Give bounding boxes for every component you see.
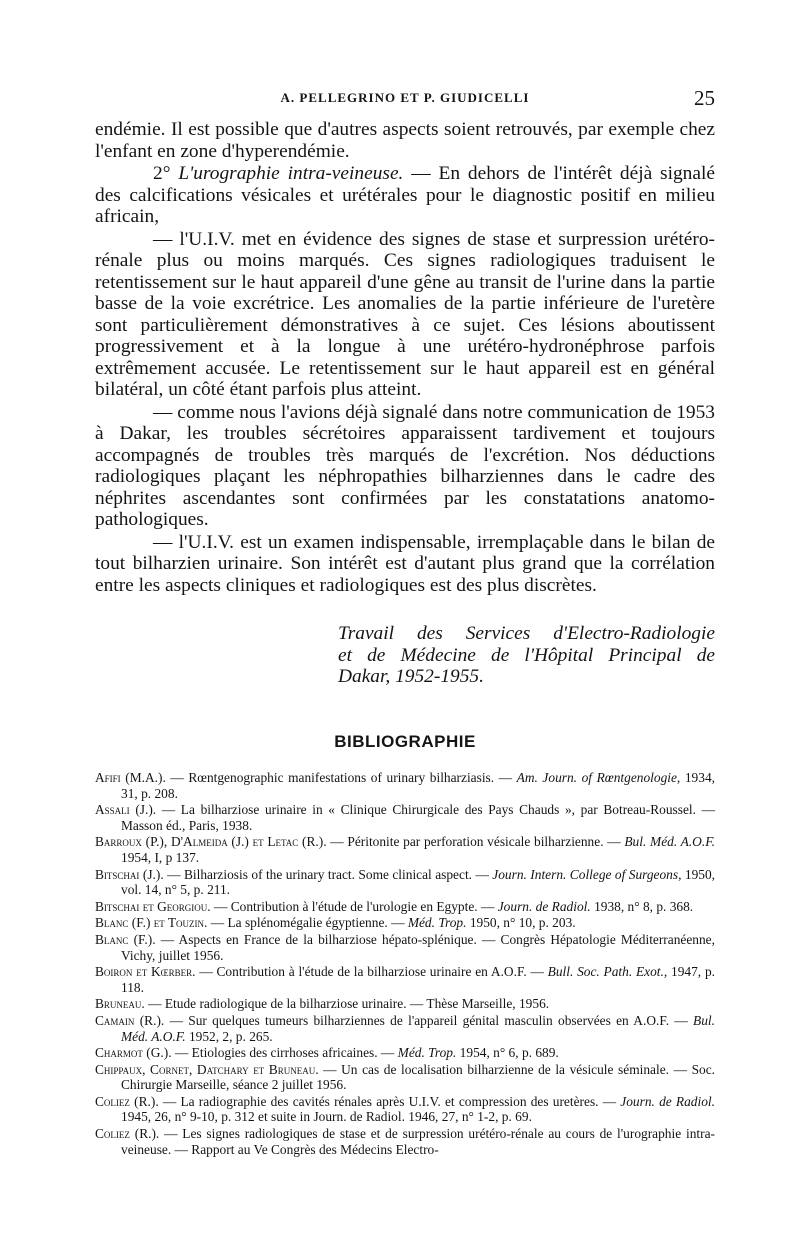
bibliography-text: — Rœntgenographic manifestations of urinary bilharziasis. —: [165, 770, 517, 785]
bibliography-entry: [95, 996, 715, 1012]
paragraph-3: — l'U.I.V. met en évidence des signes de stase et surpression urétéro-rénale plus ou moins marqués. Ces signes radiologiques traduisent le retentissement sur le haut appareil d'une gêne au transit de l'urine dans la partie basse de la voie excrétrice. Les anomalies de la partie inférieure de l'uretère sont particulièrement démonstratives à ce sujet. Ces lésions aboutissent progressivement et à la longue à une urétéro-hydronéphrose parfois extrêmement accusée. Le retentissement sur le haut appareil est en général bilatéral, un côté étant parfois plus atteint.: [95, 228, 715, 400]
bibliography-entry: [95, 834, 715, 865]
bibliography-author: Chippaux, Cornet, Datchary et Bruneau.: [95, 1061, 319, 1077]
bibliography-citation: 1934, 31, p. 208.: [121, 770, 715, 801]
bibliography-citation: 1952, 2, p. 265.: [185, 1028, 273, 1044]
bibliography-entry: [95, 802, 715, 833]
page-number: 25: [694, 86, 715, 110]
bibliography-journal: Bul. Méd. A.O.F.: [624, 834, 715, 850]
bibliography-citation: 1950, n° 10, p. 203.: [466, 915, 576, 931]
section-number: 2°: [153, 163, 171, 184]
bibliography-journal: Méd. Trop.: [407, 915, 467, 931]
bibliography-journal: Journ. Intern. College of Surgeons,: [492, 866, 682, 882]
paragraph-4: — comme nous l'avions déjà signalé dans notre communication de 1953 à Dakar, les troubles sécrétoires apparaissent tardivement et toujours accompagnés de troubles très marqués de l'excrétion. Nos déductions radiologiques plaçant les néphropathies bilharziennes dans le cadre des néphrites ascendantes sont confirmées par les constatations anatomo-pathologiques.: [95, 401, 715, 530]
running-head-authors: A. PELLEGRINO ET P. GIUDICELLI: [280, 90, 530, 105]
bibliography-journal: Journ. de Radiol.: [620, 1093, 715, 1109]
institution-signature: [338, 623, 715, 688]
bibliography-entry: [95, 899, 715, 915]
paragraph-1: endémie. Il est possible que d'autres aspects soient retrouvés, par exemple chez l'enfant en zone d'hyperendémie.: [95, 119, 715, 162]
paragraph-2: [95, 163, 715, 228]
running-head: [95, 86, 715, 112]
bibliography-entry: [95, 770, 715, 801]
bibliography-author: Blanc (F.).: [95, 931, 156, 947]
bibliography-citation: 1954, I, p 137.: [121, 849, 200, 865]
bibliography-entry: [95, 1062, 715, 1093]
bibliography-text: — Péritonite par perforation vésicale bilharzienne. —: [326, 834, 625, 850]
bibliography-author: Bruneau.: [95, 996, 145, 1012]
paragraph-2-text: — En dehors de l'intérêt déjà signalé des calcifications vésicales et urétérales pour le diagnostic positif en milieu africain,: [95, 163, 715, 227]
bibliography-entry: [95, 1094, 715, 1125]
bibliography-journal: Méd. Trop.: [397, 1045, 457, 1061]
bibliography-journal: Am. Journ. of Rœntgenologie,: [516, 770, 681, 785]
bibliography-journal: Bul. Méd. A.O.F.: [121, 1012, 715, 1044]
bibliography-citation: 1947, p. 118.: [121, 964, 715, 995]
paragraph-5: — l'U.I.V. est un examen indispensable, irremplaçable dans le bilan de tout bilharzien urinaire. Son intérêt est d'autant plus grand que la corrélation entre les aspects cliniques et radiologiques est des plus discrètes.: [95, 531, 715, 596]
bibliography-author: Assali (J.).: [95, 802, 157, 818]
bibliography-entry: [95, 1126, 715, 1157]
bibliography-entry: [95, 1045, 715, 1061]
section-title: L'urographie intra-veineuse.: [178, 163, 404, 184]
signature-line-2: et de Médecine de l'Hôpital Principal de: [338, 644, 715, 666]
bibliography-author: Coliez (R.).: [95, 1093, 159, 1109]
bibliography-text: — La splénomégalie égyptienne. —: [207, 915, 408, 931]
bibliography-text: — Contribution à l'étude de l'urologie en Egypte. —: [210, 898, 498, 914]
bibliography-journal: Journ. de Radiol.: [497, 898, 591, 914]
bibliography-text: — La bilharziose urinaire in « Clinique Chirurgicale des Pays Chauds », par Botreau-Roussel. — Masson éd., Paris, 1938.: [121, 802, 715, 833]
bibliography-citation: 1954, n° 6, p. 689.: [456, 1045, 559, 1061]
signature-line-3: Dakar, 1952-1955.: [338, 666, 484, 687]
bibliography-author: Blanc (F.) et Touzin.: [95, 915, 208, 931]
bibliography-heading: BIBLIOGRAPHIE: [334, 732, 476, 751]
bibliography-author: Bitschai (J.).: [95, 866, 164, 882]
bibliography-journal: Bull. Soc. Path. Exot.,: [547, 964, 668, 980]
bibliography-author: Charmot (G.).: [95, 1045, 172, 1061]
bibliography-author: Afifi (M.A.).: [95, 770, 166, 785]
bibliography-text: — Bilharziosis of the urinary tract. Some clinical aspect. —: [163, 866, 493, 882]
bibliography-entry: [95, 867, 715, 898]
bibliography-citation: 1938, n° 8, p. 368.: [590, 898, 694, 914]
bibliography-citation: 1950, vol. 14, n° 5, p. 211.: [121, 866, 716, 898]
bibliography-author: Camain (R.).: [95, 1012, 165, 1028]
bibliography-text: — Etude radiologique de la bilharziose urinaire. — Thèse Marseille, 1956.: [144, 996, 550, 1012]
bibliography-author: Bitschai et Georgiou.: [95, 898, 211, 914]
bibliography-author: Boiron et Kœrber.: [95, 964, 196, 980]
bibliography-text: — Les signes radiologiques de stase et de surpression urétéro-rénale au cours de l'urographie intra-veineuse. — Rapport au Ve Congrès des Médecins Electro-: [121, 1126, 715, 1157]
body-text: [95, 119, 715, 597]
bibliography-entry: [95, 932, 715, 963]
bibliography-author: Barroux (P.), D'Almeida (J.) et Letac (R.).: [95, 834, 327, 850]
bibliography-text: — Sur quelques tumeurs bilharziennes de l'appareil génital masculin observées en A.O.F. —: [164, 1012, 694, 1028]
bibliography-list: [95, 770, 715, 1158]
bibliography-author: Coliez (R.).: [95, 1126, 160, 1142]
bibliography-text: — Aspects en France de la bilharziose hépato-splénique. — Congrès Hépatologie Méditerranéenne, Vichy, juillet 1956.: [121, 931, 715, 963]
bibliography-entry: [95, 1013, 715, 1044]
bibliography-entry: [95, 915, 715, 931]
bibliography-text: — Contribution à l'étude de la bilharziose urinaire en A.O.F. —: [195, 964, 548, 980]
bibliography-text: — La radiographie des cavités rénales après U.I.V. et compression des uretères. —: [158, 1093, 621, 1109]
signature-line-1: Travail des Services d'Electro-Radiologie: [338, 623, 715, 644]
bibliography-citation: 1945, 26, n° 9-10, p. 312 et suite in Journ. de Radiol. 1946, 27, n° 1-2, p. 69.: [121, 1109, 532, 1125]
bibliography-text: — Etiologies des cirrhoses africaines. —: [171, 1045, 398, 1061]
bibliography-text: — Un cas de localisation bilharzienne de la vésicule séminale. — Soc. Chirurgie Marseille, séance 2 juillet 1956.: [121, 1061, 716, 1093]
bibliography-entry: [95, 964, 715, 995]
